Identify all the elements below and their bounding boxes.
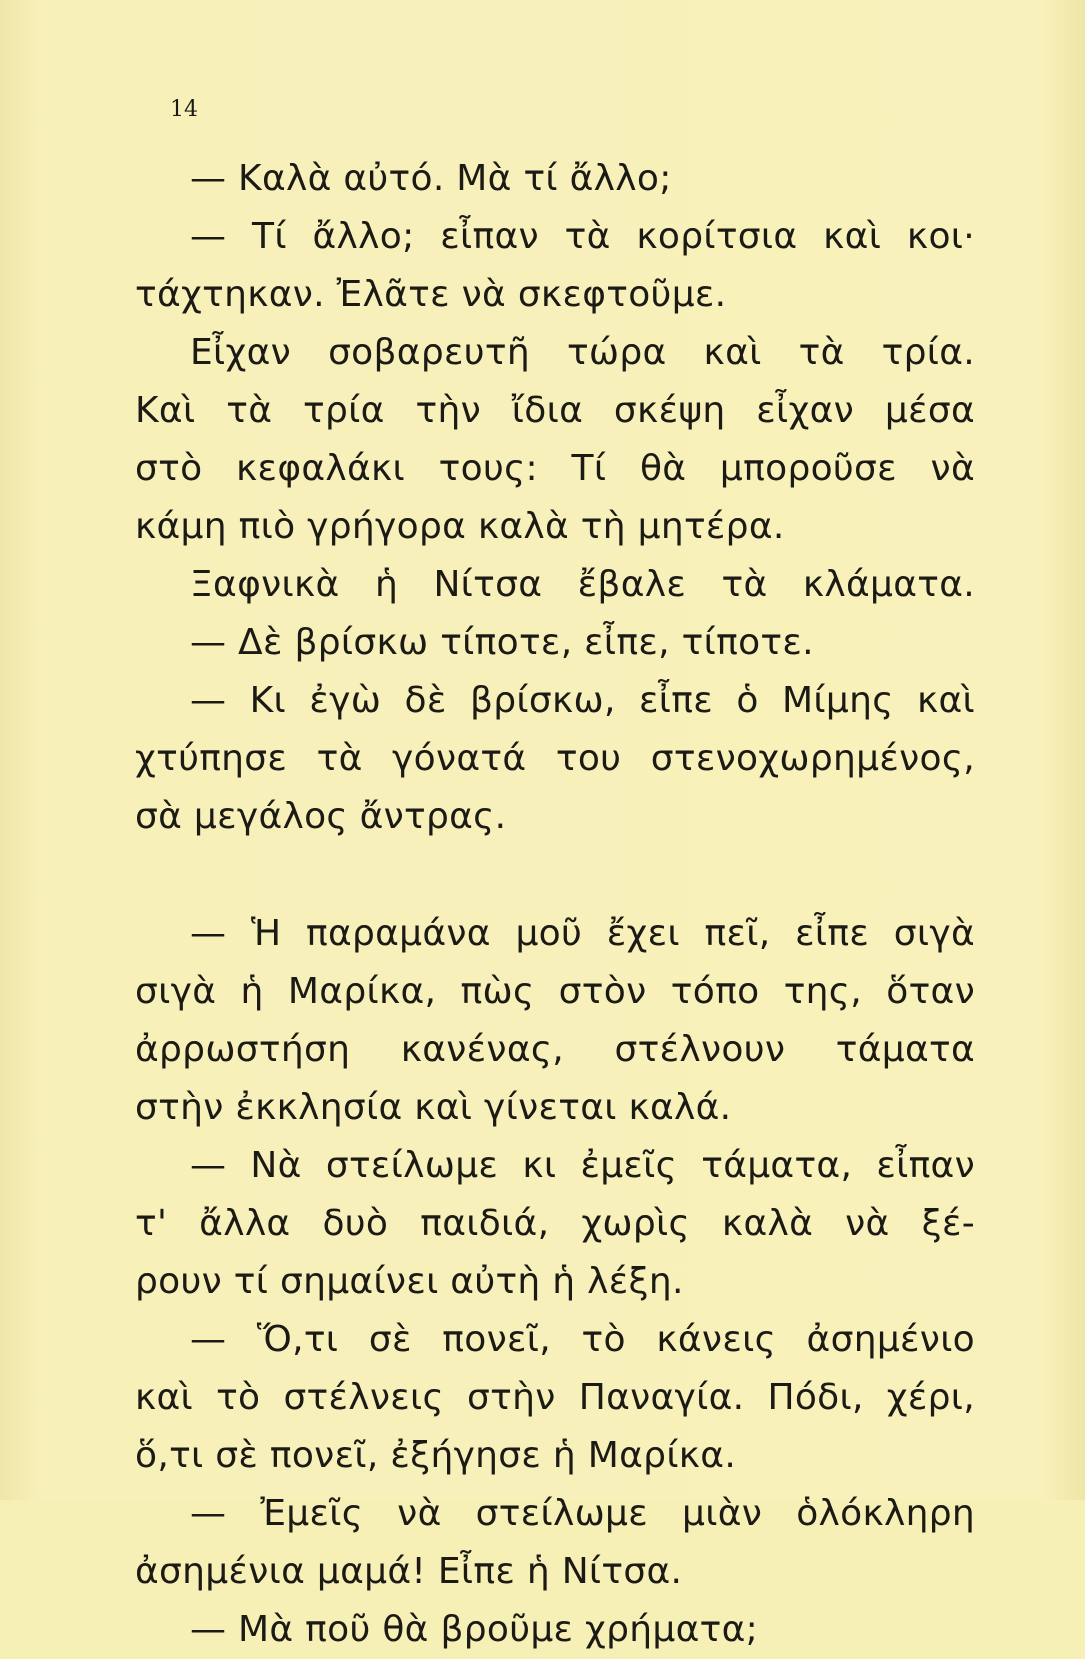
text-line: ἀσημένια μαμά! Εἶπε ἡ Νίτσα. bbox=[135, 1551, 683, 1592]
text-line: — Καλὰ αὐτό. Μὰ τί ἄλλο; bbox=[190, 158, 672, 199]
text-line: καὶ τὸ στέλνεις στὴν Παναγία. Πόδι, χέρι, bbox=[135, 1377, 975, 1418]
text-line: ρουν τί σημαίνει αὐτὴ ἡ λέξη. bbox=[135, 1261, 684, 1302]
text-line: — Ἡ παραμάνα μοῦ ἔχει πεῖ, εἶπε σιγὰ bbox=[190, 913, 975, 954]
text-line: στὴν ἐκκλησία καὶ γίνεται καλά. bbox=[135, 1087, 732, 1128]
text-line: — Δὲ βρίσκω τίποτε, εἶπε, τίποτε. bbox=[190, 622, 814, 663]
text-line: στὸ κεφαλάκι τους: Τί θὰ μποροῦσε νὰ bbox=[135, 448, 975, 489]
text-line: κάμη πιὸ γρήγορα καλὰ τὴ μητέρα. bbox=[135, 506, 785, 547]
body-text bbox=[135, 150, 975, 1659]
text-line: σιγὰ ἡ Μαρίκα, πὼς στὸν τόπο της, ὅταν bbox=[135, 971, 975, 1012]
text-block-before-break bbox=[135, 150, 975, 846]
text-line: — Ἐμεῖς νὰ στείλωμε μιὰν ὁλόκληρη bbox=[190, 1493, 975, 1534]
text-line: — Ὅ,τι σὲ πονεῖ, τὸ κάνεις ἀσημένιο bbox=[190, 1319, 975, 1360]
text-line: τ' ἄλλα δυὸ παιδιά, χωρὶς καλὰ νὰ ξέ- bbox=[135, 1203, 975, 1244]
text-line: — Τί ἄλλο; εἶπαν τὰ κορίτσια καὶ κοι· bbox=[190, 216, 975, 257]
text-line: τάχτηκαν. Ἐλᾶτε νὰ σκεφτοῦμε. bbox=[135, 274, 727, 315]
text-line: ὅ,τι σὲ πονεῖ, ἐξήγησε ἡ Μαρίκα. bbox=[135, 1435, 737, 1476]
text-line: — Μὰ ποῦ θὰ βροῦμε χρήματα; bbox=[190, 1609, 759, 1650]
text-line: ἀρρωστήση κανένας, στέλνουν τάματα bbox=[135, 1029, 975, 1070]
text-line: — Κι ἐγὼ δὲ βρίσκω, εἶπε ὁ Μίμης καὶ bbox=[190, 680, 975, 721]
text-line: χτύπησε τὰ γόνατά του στενοχωρημένος, bbox=[135, 738, 975, 779]
page-number: 14 bbox=[170, 97, 198, 122]
text-line: Καὶ τὰ τρία τὴν ἴδια σκέψη εἶχαν μέσα bbox=[135, 390, 975, 431]
text-line: Εἶχαν σοβαρευτῆ τώρα καὶ τὰ τρία. bbox=[190, 332, 975, 373]
text-line: — Νὰ στείλωμε κι ἐμεῖς τάματα, εἶπαν bbox=[190, 1145, 975, 1186]
section-break bbox=[135, 846, 975, 905]
text-line: Ξαφνικὰ ἡ Νίτσα ἔβαλε τὰ κλάματα. bbox=[190, 564, 975, 605]
text-block-after-break bbox=[135, 905, 975, 1659]
text-line: σὰ μεγάλος ἄντρας. bbox=[135, 796, 507, 837]
